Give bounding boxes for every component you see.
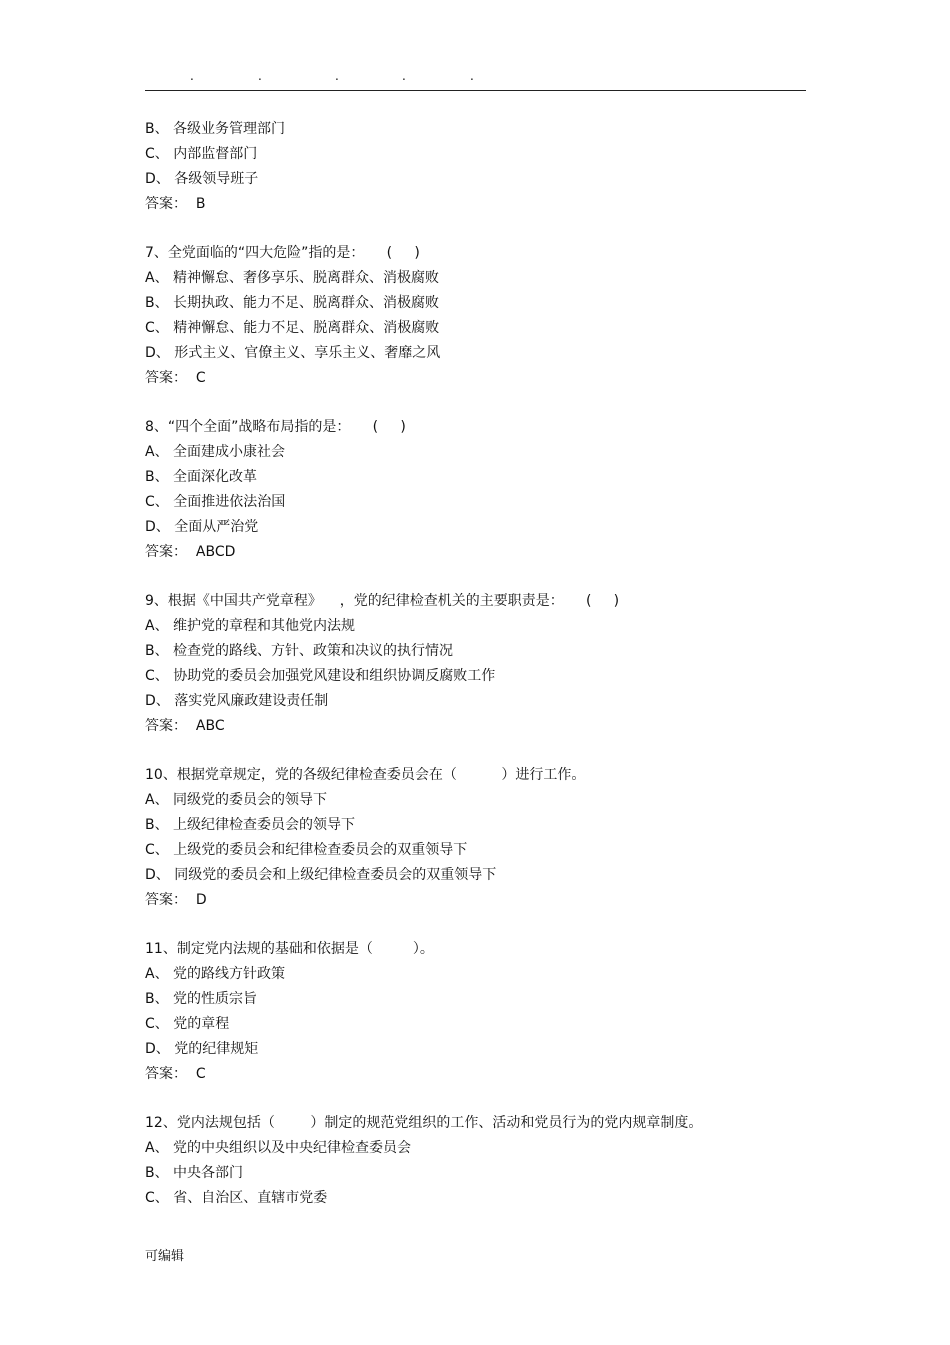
option-line: A、 党的路线方针政策	[145, 966, 286, 982]
option-line: B、 中央各部门	[145, 1165, 244, 1181]
page-header-dots	[145, 70, 806, 84]
block-spacer	[145, 739, 806, 763]
answer-line: 答案： B	[145, 196, 206, 212]
option-line: C、 党的章程	[145, 1016, 230, 1032]
question-block	[145, 937, 806, 1087]
block-spacer	[145, 913, 806, 937]
block-spacer	[145, 565, 806, 589]
question-block	[145, 117, 806, 217]
option-line: A、 精神懈怠、奢侈享乐、脱离群众、消极腐败	[145, 270, 440, 286]
option-line: A、 同级党的委员会的领导下	[145, 792, 328, 808]
option-line: B、 党的性质宗旨	[145, 991, 258, 1007]
option-line: B、 全面深化改革	[145, 469, 258, 485]
question-block	[145, 763, 806, 913]
option-line: D、 落实党风廉政建设责任制	[145, 693, 329, 709]
option-line: C、 协助党的委员会加强党风建设和组织协调反腐败工作	[145, 668, 496, 684]
document-body	[145, 117, 806, 1211]
question-text: 8、“四个全面”战略布局指的是： ( )	[145, 419, 406, 435]
header-dot: .	[190, 69, 194, 83]
header-rule	[145, 90, 806, 91]
option-line: C、 全面推进依法治国	[145, 494, 286, 510]
option-line: D、 形式主义、官僚主义、享乐主义、奢靡之风	[145, 345, 441, 361]
answer-line: 答案： ABCD	[145, 544, 236, 560]
answer-line: 答案： C	[145, 370, 206, 386]
option-line: C、 省、自治区、直辖市党委	[145, 1190, 328, 1206]
header-dot: .	[470, 69, 474, 83]
option-line: B、 检查党的路线、方针、政策和决议的执行情况	[145, 643, 454, 659]
option-line: C、 精神懈怠、能力不足、脱离群众、消极腐败	[145, 320, 440, 336]
header-dot: .	[258, 69, 262, 83]
question-text: 10、根据党章规定，党的各级纪律检查委员会在（ ）进行工作。	[145, 767, 586, 783]
question-block	[145, 589, 806, 739]
block-spacer	[145, 217, 806, 241]
option-line: A、 党的中央组织以及中央纪律检查委员会	[145, 1140, 412, 1156]
option-line: B、 长期执政、能力不足、脱离群众、消极腐败	[145, 295, 440, 311]
option-line: B、 上级纪律检查委员会的领导下	[145, 817, 356, 833]
question-block	[145, 241, 806, 391]
answer-line: 答案： ABC	[145, 718, 225, 734]
option-line: D、 各级领导班子	[145, 171, 259, 187]
option-line: D、 党的纪律规矩	[145, 1041, 259, 1057]
question-text: 12、党内法规包括（ ）制定的规范党组织的工作、活动和党员行为的党内规章制度。	[145, 1115, 703, 1131]
option-line: B、 各级业务管理部门	[145, 121, 286, 137]
header-dot: .	[402, 69, 406, 83]
question-text: 7、全党面临的“四大危险”指的是： ( )	[145, 245, 420, 261]
option-line: D、 全面从严治党	[145, 519, 259, 535]
option-line: C、 内部监督部门	[145, 146, 258, 162]
block-spacer	[145, 391, 806, 415]
header-dot: .	[335, 69, 339, 83]
question-block	[145, 1111, 806, 1211]
answer-line: 答案： D	[145, 892, 207, 908]
answer-line: 答案： C	[145, 1066, 206, 1082]
option-line: A、 全面建成小康社会	[145, 444, 286, 460]
option-line: D、 同级党的委员会和上级纪律检查委员会的双重领导下	[145, 867, 497, 883]
question-text: 9、根据《中国共产党章程》 ，党的纪律检查机关的主要职责是： ( )	[145, 593, 620, 609]
option-line: A、 维护党的章程和其他党内法规	[145, 618, 356, 634]
question-block	[145, 415, 806, 565]
question-text: 11、制定党内法规的基础和依据是（ ）。	[145, 941, 434, 957]
option-line: C、 上级党的委员会和纪律检查委员会的双重领导下	[145, 842, 468, 858]
block-spacer	[145, 1087, 806, 1111]
page-footer: 可编辑	[145, 1249, 185, 1264]
